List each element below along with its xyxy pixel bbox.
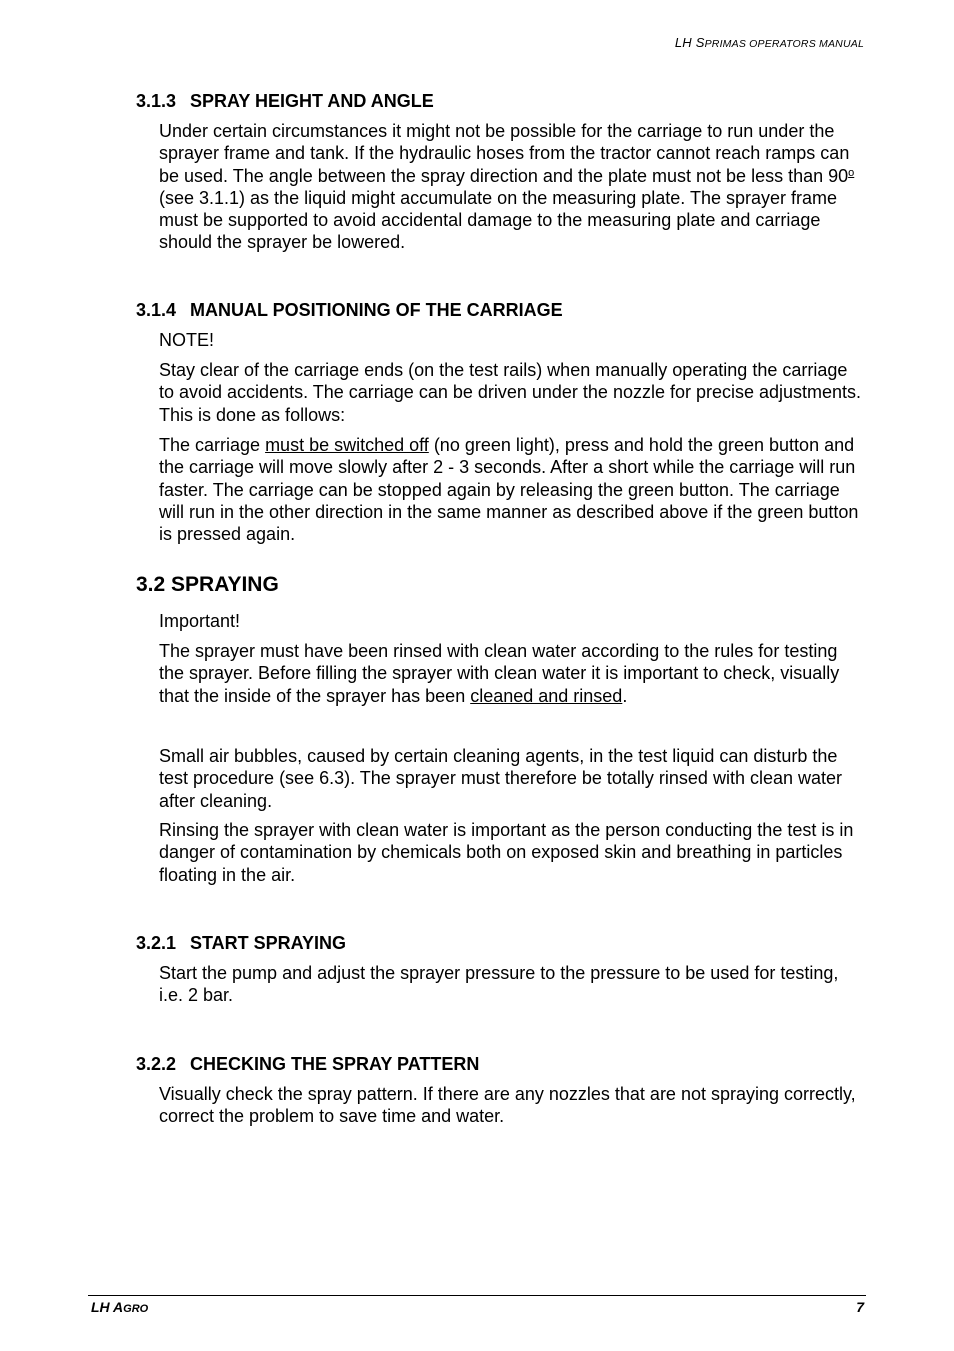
section-number: 3.2.2 <box>136 1054 177 1074</box>
note-label: NOTE! <box>159 330 215 350</box>
section-title: START SPRAYING <box>190 933 347 953</box>
section-3-1-4-paragraph-2 <box>159 434 865 545</box>
section-title: CHECKING THE SPRAY PATTERN <box>190 1054 480 1074</box>
section-3-2-2-paragraph: Visually check the spray pattern. If there are any nozzles that are not spraying correctly, correct the problem to save time and water. <box>159 1084 856 1127</box>
section-3-2-paragraph-2: Small air bubbles, caused by certain cleaning agents, in the test liquid can disturb the test procedure (see 6.3). The sprayer must therefore be totally rinsed with clean water after cleaning. <box>159 746 842 811</box>
text-run: Under certain circumstances it might not be possible for the carriage to run under the sprayer frame and tank. If the hydraulic hoses from the tractor cannot reach ramps can be used. The angle between the spray direction and the plate must not be less than 90 <box>159 121 850 186</box>
header-prefix: LH S <box>674 35 705 50</box>
section-3-1-3-paragraph <box>159 120 865 254</box>
header-rest: PRIMAS OPERATORS MANUAL <box>704 38 864 50</box>
page-number: 7 <box>856 1299 864 1315</box>
text-run: . <box>622 685 628 706</box>
text-run: The carriage <box>159 435 266 455</box>
important-label: Important! <box>159 611 241 631</box>
section-3-2-1-paragraph: Start the pump and adjust the sprayer pressure to the pressure to be used for testing, i.e. 2 bar. <box>159 963 839 1006</box>
section-title: MANUAL POSITIONING OF THE CARRIAGE <box>190 300 563 320</box>
underlined-text: cleaned and rinsed <box>470 685 623 706</box>
section-3-2-1-heading <box>136 933 346 954</box>
section-3-1-3-heading <box>136 91 434 112</box>
footer-company-prefix: LH A <box>91 1299 124 1315</box>
degree-mark: o <box>848 166 855 179</box>
section-3-2-2-heading <box>136 1054 479 1075</box>
text-run: (see 3.1.1) as the liquid might accumulate on the measuring plate. The sprayer frame must be supported to avoid accidental damage to the measuring plate and carriage should the sprayer be lowered. <box>159 187 838 253</box>
text-run: The sprayer must have been rinsed with clean water according to the rules for testing the sprayer. Before filling the sprayer with clean water it is important to check, visually that the inside of the sprayer has been <box>159 641 840 706</box>
footer-company-rest: GRO <box>123 1303 149 1315</box>
section-3-2-heading: 3.2 SPRAYING <box>136 573 279 596</box>
section-number: 3.1.3 <box>136 91 177 111</box>
text-run: (no green light), press and hold the green button and the carriage will move slowly after 2 - 3 seconds. After a short while the carriage will run faster. The carriage can be stopped again by releasing the green button. The carriage will run in the other direction in the same manner as described above if the green button is pressed again. <box>159 435 859 545</box>
section-3-2-paragraph-3: Rinsing the sprayer with clean water is important as the person conducting the test is in danger of contamination by chemicals both on exposed skin and breathing in particles floating in the air. <box>159 820 854 885</box>
section-number: 3.2.1 <box>136 933 177 953</box>
section-3-1-4-paragraph-1: Stay clear of the carriage ends (on the test rails) when manually operating the carriage to avoid accidents. The carriage can be driven under the nozzle for precise adjustments. This is done as follows: <box>159 360 862 425</box>
section-3-2-paragraph-1 <box>159 640 865 707</box>
footer-company <box>91 1299 148 1315</box>
page-footer <box>88 1295 866 1315</box>
section-number: 3.1.4 <box>136 300 177 320</box>
section-title: SPRAY HEIGHT AND ANGLE <box>190 91 434 111</box>
section-3-1-4-heading <box>136 300 563 321</box>
underlined-text: must be switched off <box>265 435 429 455</box>
running-header <box>675 35 864 50</box>
